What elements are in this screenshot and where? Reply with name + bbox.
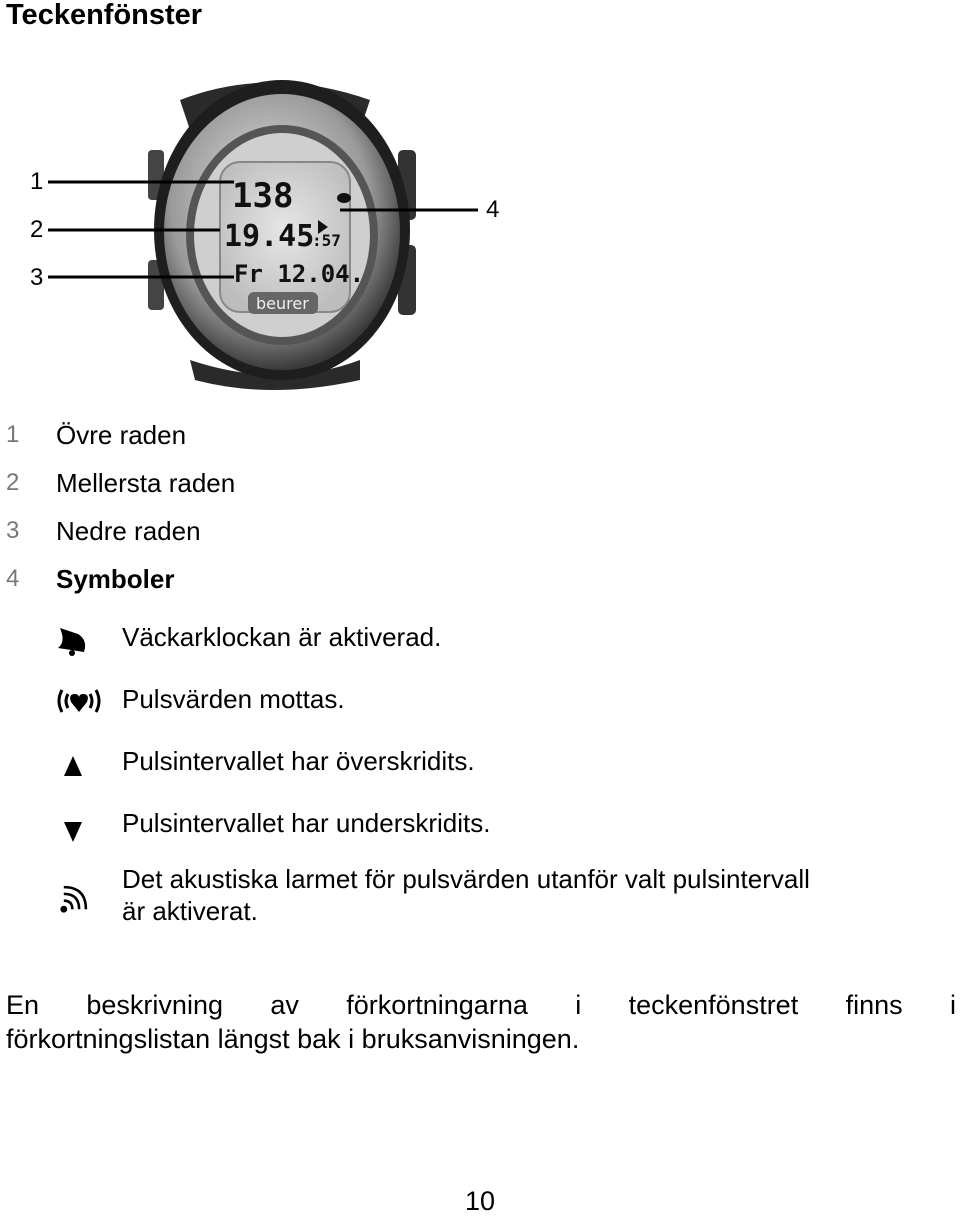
- page-number: 10: [464, 1186, 496, 1216]
- legend-label: Nedre raden: [56, 516, 201, 546]
- symbol-text: Pulsintervallet har underskridits.: [122, 808, 491, 838]
- lcd-row1: 138: [232, 176, 294, 216]
- paragraph-line-2: förkortningslistan längst bak i bruksanvisningen.: [6, 1024, 580, 1054]
- symbol-row-above: [0, 744, 960, 784]
- lcd-row2: 19.45: [224, 219, 315, 254]
- lcd-heart-icon: [337, 193, 351, 203]
- lcd-row2-seconds: :57: [312, 231, 341, 250]
- symbol-row-pulse: [0, 682, 960, 722]
- legend-number: 2: [6, 469, 20, 496]
- symbol-text-line2: är aktiverat.: [122, 896, 258, 926]
- legend-number: 3: [6, 517, 20, 544]
- heart-signal-icon: [54, 684, 104, 718]
- sound-alarm-icon: [54, 882, 94, 916]
- callout-label-3: 3: [30, 264, 44, 291]
- legend-label: Övre raden: [56, 420, 187, 450]
- symbol-text-line1: Det akustiska larmet för pulsvärden utanför valt pulsintervall: [122, 864, 810, 894]
- triangle-down-icon: [54, 812, 94, 846]
- paragraph-line-1: En beskrivning av förkortningarna i teckenfönstret finns i: [6, 990, 956, 1020]
- legend-label: Symboler: [56, 564, 175, 594]
- page-title: Teckenfönster: [6, 0, 203, 31]
- callout-label-1: 1: [30, 168, 44, 195]
- callout-label-4: 4: [486, 196, 500, 223]
- symbol-row-sound-alarm: [0, 864, 960, 934]
- legend-label: Mellersta raden: [56, 468, 236, 498]
- brand-logo: beurer: [256, 294, 309, 313]
- watch-illustration: [0, 70, 960, 390]
- triangle-up-icon: [54, 750, 94, 784]
- symbol-text: Väckarklockan är aktiverad.: [122, 622, 442, 652]
- watch-figure: [0, 70, 960, 390]
- symbol-row-below: [0, 806, 960, 846]
- footnote-paragraph: [6, 988, 956, 1056]
- legend-number: 4: [6, 565, 20, 592]
- symbol-text: Pulsintervallet har överskridits.: [122, 746, 475, 776]
- legend-number: 1: [6, 421, 20, 448]
- callout-label-2: 2: [30, 216, 44, 243]
- symbol-row-alarm: [0, 620, 960, 660]
- bell-icon: [54, 622, 94, 656]
- symbol-text: Pulsvärden mottas.: [122, 684, 345, 714]
- lcd-row3: Fr 12.04.: [234, 260, 365, 288]
